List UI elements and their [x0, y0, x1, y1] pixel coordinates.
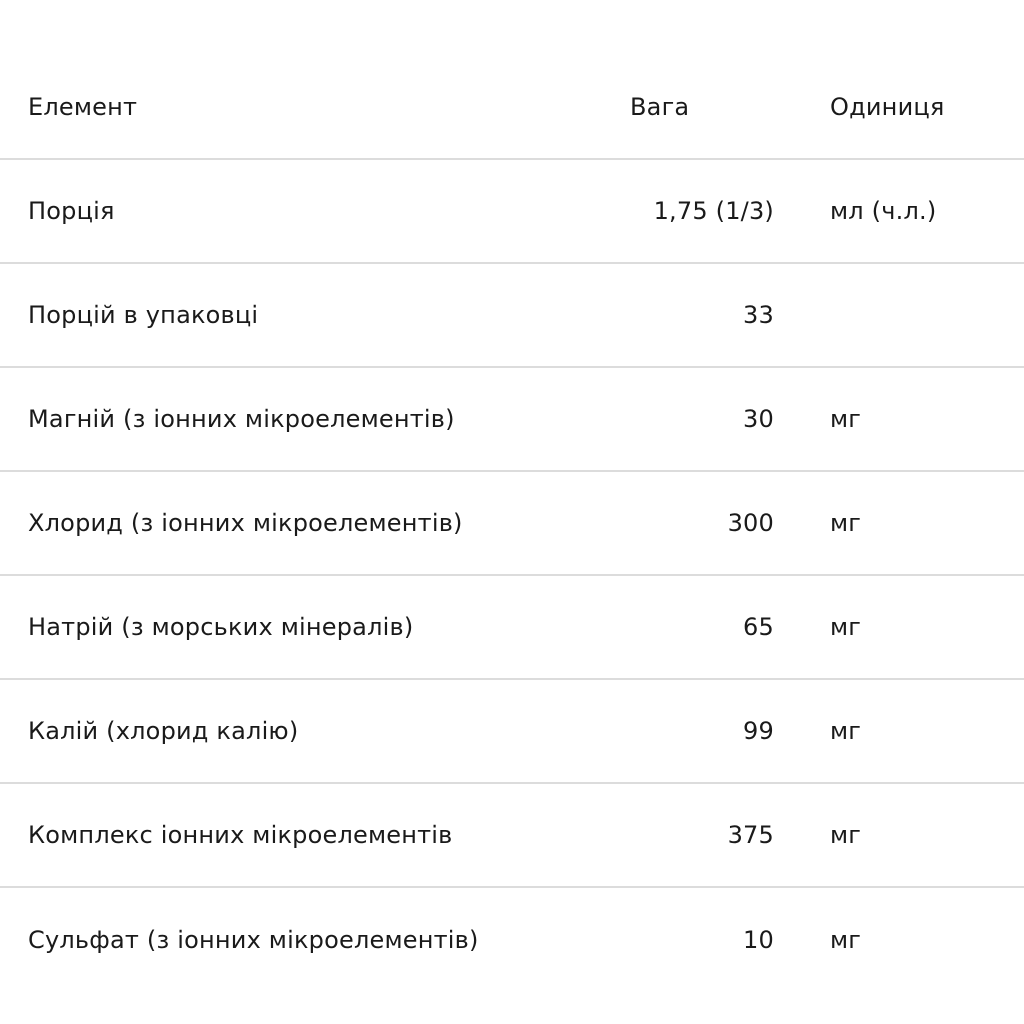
row-element: Порція [28, 197, 115, 225]
nutrition-table [0, 56, 1024, 992]
row-weight: 10 [743, 926, 774, 954]
header-unit: Одиниця [830, 93, 945, 121]
row-unit: мг [830, 821, 862, 849]
table-row [0, 368, 1024, 472]
row-unit: мг [830, 926, 862, 954]
row-weight: 33 [743, 301, 774, 329]
header-weight: Вага [630, 93, 690, 121]
table-row [0, 160, 1024, 264]
row-element: Комплекс іонних мікроелементів [28, 821, 453, 849]
row-element: Сульфат (з іонних мікроелементів) [28, 926, 479, 954]
row-weight: 375 [727, 821, 774, 849]
row-weight: 300 [727, 509, 774, 537]
row-element: Порцій в упаковці [28, 301, 259, 329]
row-unit: мг [830, 509, 862, 537]
table-row [0, 576, 1024, 680]
row-element: Натрій (з морських мінералів) [28, 613, 414, 641]
table-row [0, 264, 1024, 368]
row-unit: мг [830, 613, 862, 641]
row-unit: мл (ч.л.) [830, 197, 937, 225]
table-row [0, 784, 1024, 888]
row-weight: 30 [743, 405, 774, 433]
row-weight: 1,75 (1/3) [653, 197, 774, 225]
table-row [0, 888, 1024, 992]
table-header-row [0, 56, 1024, 160]
row-weight: 65 [743, 613, 774, 641]
row-unit: мг [830, 405, 862, 433]
table-row [0, 472, 1024, 576]
row-element: Калій (хлорид калію) [28, 717, 299, 745]
row-element: Магній (з іонних мікроелементів) [28, 405, 455, 433]
header-element: Елемент [28, 93, 138, 121]
row-element: Хлорид (з іонних мікроелементів) [28, 509, 463, 537]
row-unit: мг [830, 717, 862, 745]
table-row [0, 680, 1024, 784]
row-weight: 99 [743, 717, 774, 745]
